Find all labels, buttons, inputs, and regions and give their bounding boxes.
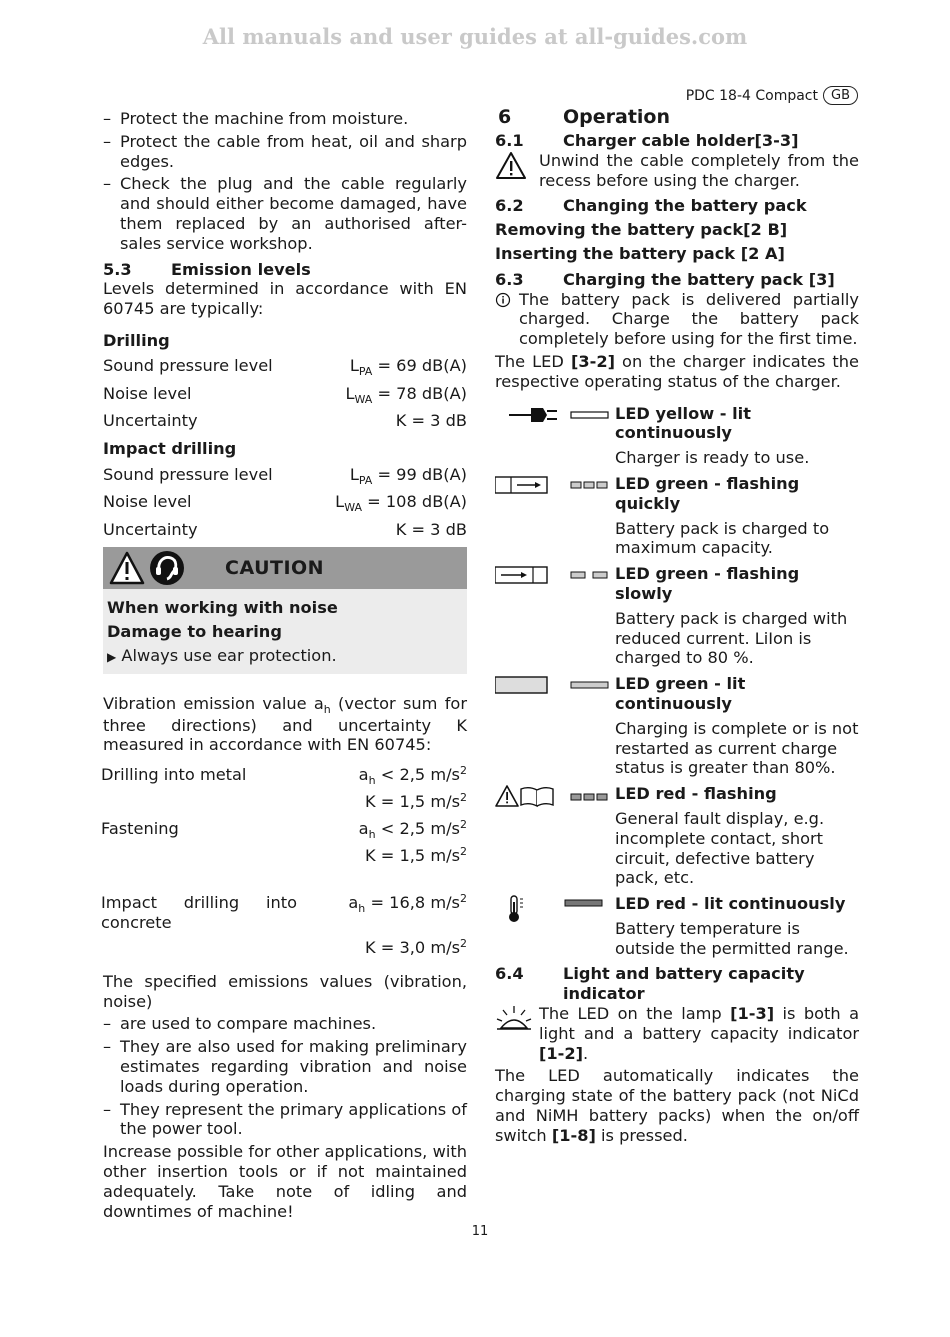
spec-intro: The specified emissions values (vibration, noise)	[103, 971, 467, 1011]
section-heading-6-1: 6.1 Charger cable holder[3-3]	[495, 131, 799, 150]
info-note: The battery pack is delivered partially charged. Charge the battery pack completely before using for the first time.	[495, 290, 859, 349]
list-item: – are used to compare machines.	[103, 1014, 467, 1034]
led-title: LED red - lit continuously	[615, 894, 846, 914]
list-item: – Check the plug and the cable regularly and should either become damaged, have them replaced by an authorised after-sales service workshop.	[103, 174, 467, 253]
caution-line: When working with noise	[107, 598, 338, 618]
battery-charging-icon	[495, 564, 613, 586]
table-row: Impact drilling into concrete $a_h = 16,8$ $m/s^2$	[101, 892, 467, 933]
impact-heading: Impact drilling	[103, 439, 237, 459]
led-intro: The LED [3-2] on the charger indicates the respective operating status of the charger.	[495, 351, 859, 391]
caution-box	[103, 547, 467, 673]
led-status-item	[495, 474, 859, 558]
battery-charging-icon	[495, 474, 613, 496]
drilling-table	[103, 356, 467, 431]
table-row: K = 1,5 $m/s^2$	[364, 791, 467, 812]
section-heading-5-3: 5.3 Emission levels	[103, 259, 311, 279]
subheading-remove: Removing the battery pack[2 B]	[495, 220, 788, 240]
led-desc: Battery pack is charged to maximum capacity.	[615, 518, 830, 558]
caution-header	[103, 547, 467, 589]
led-title: LED red - flashing	[615, 784, 777, 804]
battery-full-icon	[495, 674, 613, 696]
site-banner: All manuals and user guides at all-guides.com	[202, 24, 748, 49]
table-row: Fastening $a_h < 2,5$ $m/s^2$	[101, 817, 467, 841]
section-heading-6-4: 6.4 Light and battery capacity indicator	[495, 964, 805, 1004]
table-row: Sound pressure level $L_{PA} = 99$ dB(A)	[103, 464, 467, 487]
section-heading-6: 6 Operation	[498, 106, 671, 128]
lamp-paragraph: The LED automatically indicates the charging state of the battery pack (not NiCd and NiMH battery packs) when the on/off switch [1-8] is pressed.	[495, 1066, 859, 1145]
led-title: LED green - lit continuously	[615, 674, 746, 713]
table-row: Sound pressure level $L_{PA} = 69$ dB(A)	[103, 356, 467, 379]
page-header	[686, 86, 858, 105]
table-row: Drilling into metal $a_h < 2,5$ $m/s^2$	[101, 764, 467, 788]
warning-icon	[495, 151, 527, 181]
led-desc: Charging is complete or is not restarted as current charge status is greater than 80%.	[615, 718, 859, 778]
led-desc: Battery pack is charged with reduced current. LiIon is charged to 80 %.	[615, 608, 848, 668]
caution-instruction: ▶ Always use ear protection.	[107, 646, 337, 666]
arrow-right-icon: ▶	[107, 650, 117, 665]
table-row: Noise level $L_{WA} = 78$ dB(A)	[103, 383, 467, 406]
led-title: LED green - flashing slowly	[615, 564, 800, 603]
vibration-table	[101, 765, 467, 960]
led-status-item	[495, 784, 859, 888]
section-heading-6-2: 6.2 Changing the battery pack	[495, 196, 807, 216]
table-row: K = 1,5 $m/s^2$	[364, 844, 467, 865]
table-row: Noise level $L_{WA} = 108$ dB(A)	[103, 492, 467, 515]
led-desc: Charger is ready to use.	[615, 448, 810, 468]
list-item: – They are also used for making preliminary estimates regarding vibration and noise loads during operation.	[103, 1037, 467, 1096]
warning-note: Unwind the cable completely from the recess before using the charger.	[495, 151, 859, 191]
right-column	[495, 106, 859, 1146]
led-status-item	[495, 674, 859, 778]
plug-icon	[495, 404, 613, 426]
left-column	[103, 106, 467, 1221]
warning-manual-icon	[495, 784, 613, 810]
lamp-icon	[495, 1004, 533, 1034]
table-row: Uncertainty K = 3 dB	[103, 519, 467, 539]
list-item: – Protect the cable from heat, oil and sharp edges.	[103, 132, 467, 172]
led-status-item	[495, 404, 859, 468]
table-row: Uncertainty K = 3 dB	[103, 411, 467, 431]
led-title: LED yellow - lit continuously	[615, 403, 751, 443]
model-name: PDC 18-4 Compact	[685, 87, 818, 104]
lamp-note: The LED on the lamp [1-3] is both a light and a battery capacity indicator [1-2].	[495, 1004, 859, 1063]
subheading-insert: Inserting the battery pack [2 A]	[495, 243, 785, 263]
table-row: K = 3,0 $m/s^2$	[364, 937, 467, 958]
vibration-intro: Vibration emission value $a_h$ (vector sum for three directions) and uncertainty K measured in accordance with EN 60745:	[103, 693, 467, 755]
outro-paragraph: Increase possible for other applications, with other insertion tools or if not maintained adequately. Take note of idling and downtimes of machine!	[103, 1142, 467, 1221]
led-status-item	[495, 564, 859, 668]
led-status-item	[495, 894, 859, 958]
warning-icon	[109, 550, 185, 586]
led-desc: General fault display, e.g. incomplete contact, short circuit, defective battery pack, etc.	[615, 808, 825, 888]
thermometer-icon	[495, 894, 613, 924]
caution-line: Damage to hearing	[107, 622, 282, 642]
list-item: – They represent the primary applications of the power tool.	[103, 1100, 467, 1140]
impact-table	[103, 465, 467, 540]
led-desc: Battery temperature is outside the permitted range.	[615, 918, 849, 958]
led-title: LED green - flashing quickly	[615, 473, 800, 513]
language-badge: GB	[823, 86, 858, 105]
caution-title: CAUTION	[225, 556, 325, 579]
list-item: – Protect the machine from moisture.	[103, 109, 467, 129]
drilling-heading: Drilling	[103, 330, 170, 350]
section-heading-6-3: 6.3 Charging the battery pack [3]	[495, 269, 835, 289]
page-number: 11	[471, 1224, 489, 1239]
info-icon	[495, 292, 511, 308]
emission-intro: Levels determined in accordance with EN 60745 are typically:	[103, 279, 467, 319]
